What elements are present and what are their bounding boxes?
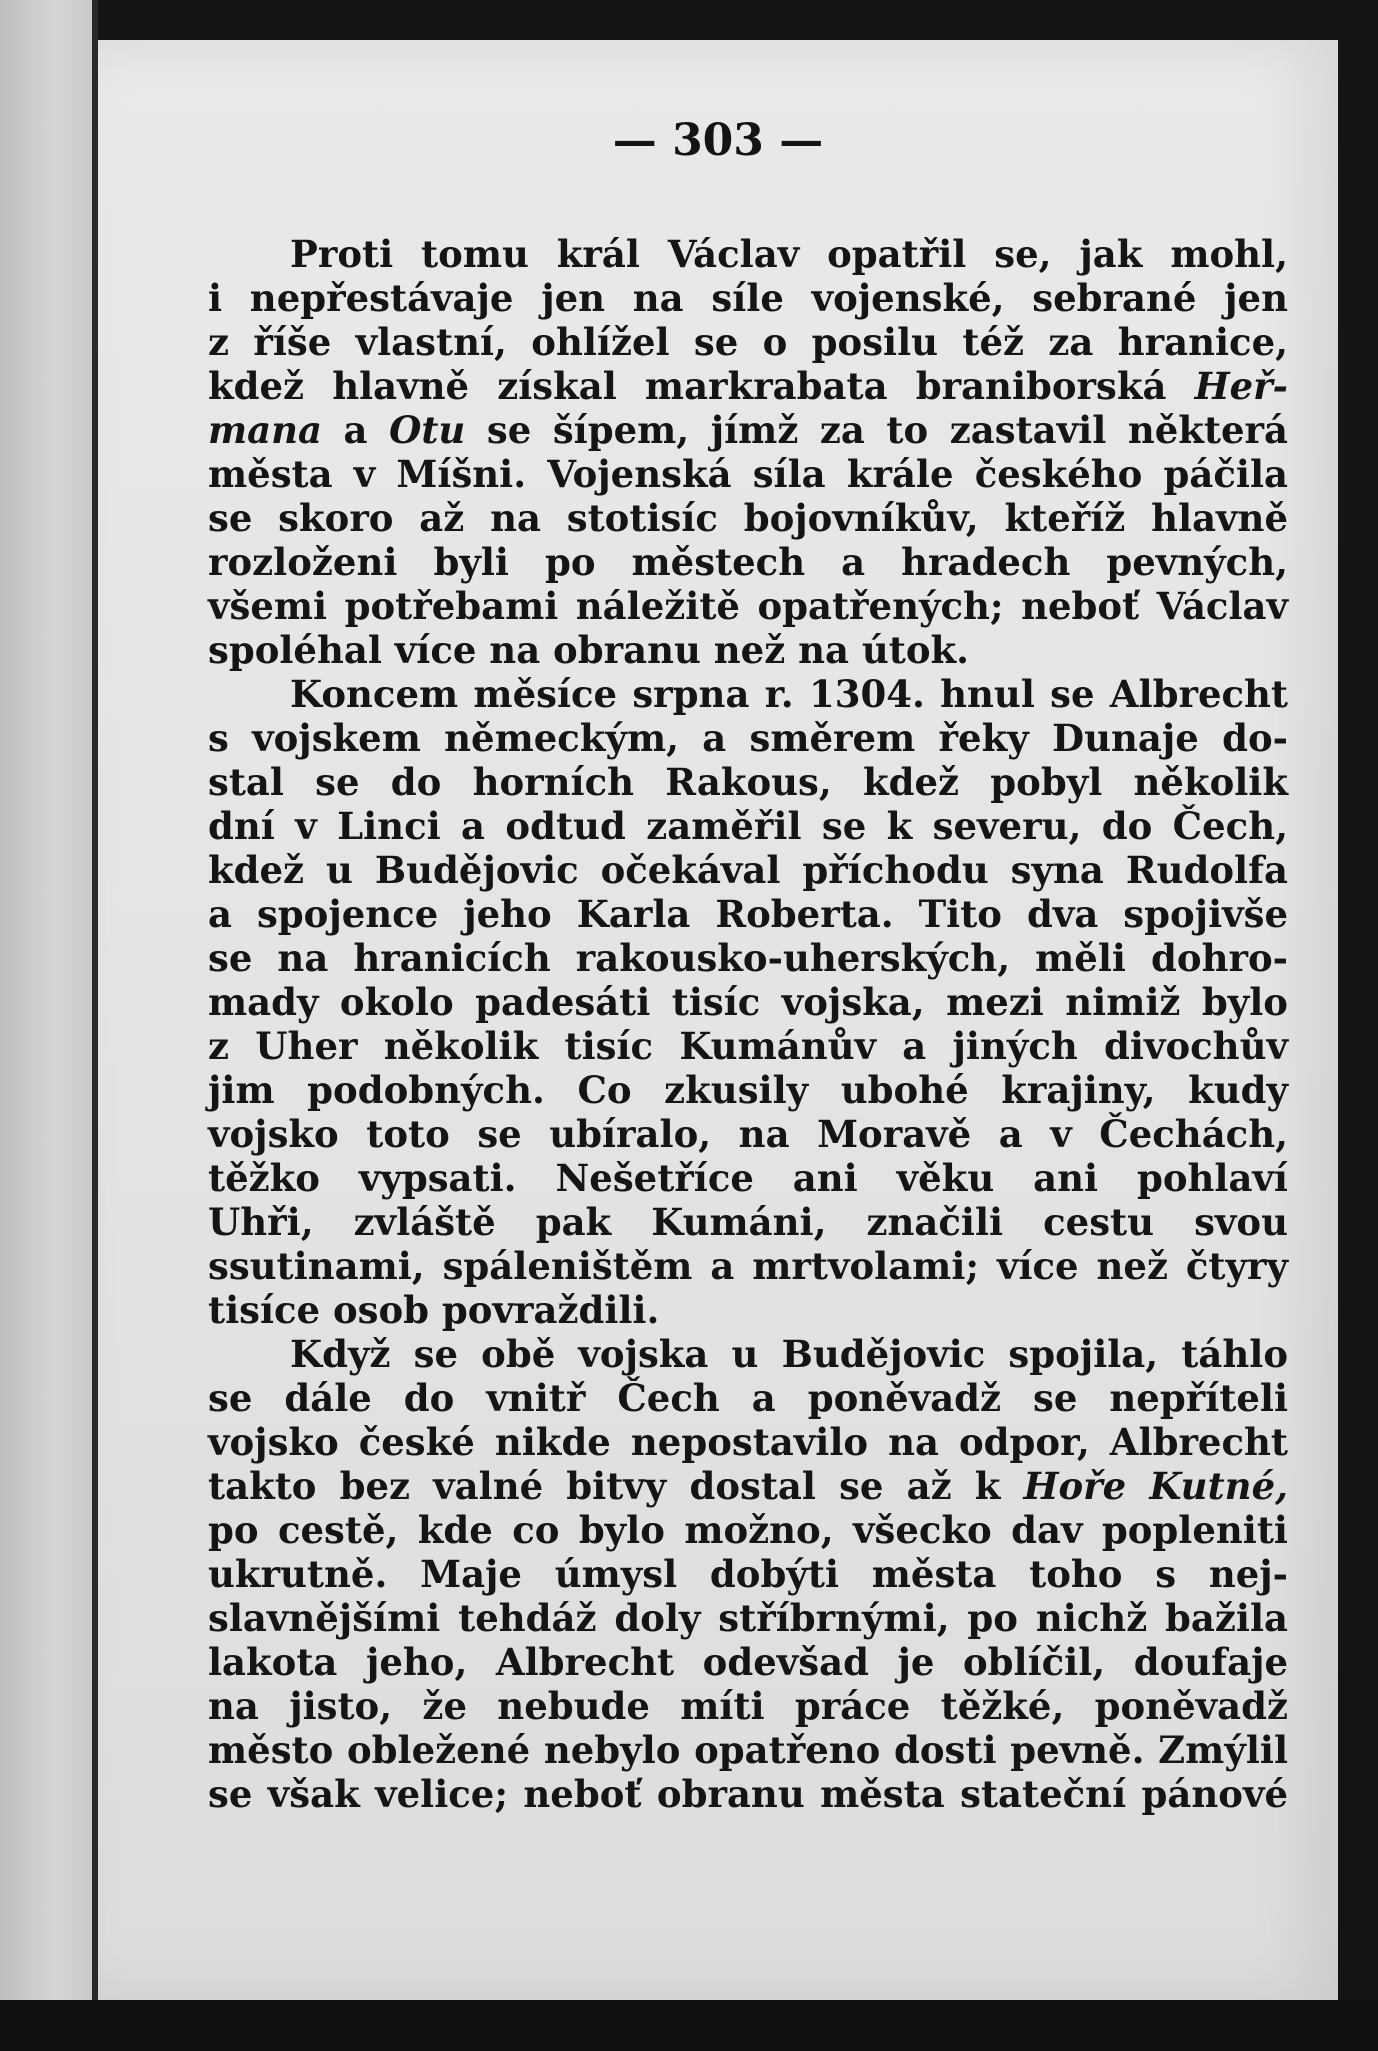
page-number: — 303 — <box>612 115 824 166</box>
text-line: vojsko toto se ubíralo, na Moravě a v Čechách, <box>208 1112 1288 1156</box>
text-line: ssutinami, spáleništěm a mrtvolami; více než čtyry <box>208 1244 1288 1288</box>
text-line: kdež u Budějovic očekával příchodu syna Rudolfa <box>208 848 1288 892</box>
text-line <box>208 364 1288 408</box>
text-line: s vojskem německým, a směrem řeky Dunaje do- <box>208 716 1288 760</box>
text-line: po cestě, kde co bylo možno, všecko dav popleniti <box>208 1508 1288 1552</box>
text-line: se na hranicích rakousko-uherských, měli dohro- <box>208 936 1288 980</box>
text-line: všemi potřebami náležitě opatřených; neboť Václav <box>208 584 1288 628</box>
text-line: lakota jeho, Albrecht odevšad je oblíčil, doufaje <box>208 1640 1288 1684</box>
adjacent-page-edge <box>0 0 92 2051</box>
text-line: i nepřestávaje jen na síle vojenské, sebrané jen <box>208 276 1288 320</box>
text-line: Koncem měsíce srpna r. 1304. hnul se Albrecht <box>290 672 1288 716</box>
text-line: město obležené nebylo opatřeno dosti pevně. Zmýlil <box>208 1728 1288 1772</box>
italic-text: Heř- <box>1194 364 1288 408</box>
text-line: města v Míšni. Vojenská síla krále českého páčila <box>208 452 1288 496</box>
italic-text: Otu <box>389 408 466 452</box>
text-line: z Uher několik tisíc Kumánův a jiných divochův <box>208 1024 1288 1068</box>
text-line: Proti tomu král Václav opatřil se, jak mohl, <box>290 232 1288 276</box>
italic-text: mana <box>208 408 322 452</box>
scan-border <box>0 2000 1378 2051</box>
text-line: se dále do vnitř Čech a poněvadž se nepříteli <box>208 1376 1288 1420</box>
text-line: stal se do horních Rakous, kdež pobyl několik <box>208 760 1288 804</box>
text-line: mady okolo padesáti tisíc vojska, mezi nimiž bylo <box>208 980 1288 1024</box>
text-line: se skoro až na stotisíc bojovníkův, kteříž hlavně <box>208 496 1288 540</box>
text-line: Když se obě vojska u Budějovic spojila, táhlo <box>290 1332 1288 1376</box>
book-page <box>98 40 1338 2000</box>
text-line: z říše vlastní, ohlížel se o posilu též za hranice, <box>208 320 1288 364</box>
text-line: vojsko české nikde nepostavilo na odpor, Albrecht <box>208 1420 1288 1464</box>
text-line: jim podobných. Co zkusily ubohé krajiny, kudy <box>208 1068 1288 1112</box>
text-line: ukrutně. Maje úmysl dobýti města toho s nej- <box>208 1552 1288 1596</box>
text-line: na jisto, že nebude míti práce těžké, poněvadž <box>208 1684 1288 1728</box>
text-line: a spojence jeho Karla Roberta. Tito dva spojivše <box>208 892 1288 936</box>
text-line: dní v Linci a odtud zaměřil se k severu, do Čech, <box>208 804 1288 848</box>
text-line: těžko vypsati. Nešetříce ani věku ani pohlaví <box>208 1156 1288 1200</box>
text-line: rozloženi byli po městech a hradech pevných, <box>208 540 1288 584</box>
text-segment: takto bez valné bitvy dostal se až k <box>208 1464 1024 1508</box>
text-line: se však velice; neboť obranu města stateční pánové <box>208 1772 1288 1816</box>
italic-text: Hoře Kutné, <box>1023 1464 1288 1508</box>
text-line: slavnějšími tehdáž doly stříbrnými, po nichž bažila <box>208 1596 1288 1640</box>
text-line: spoléhal více na obranu než na útok. <box>208 628 970 672</box>
text-segment: a <box>322 408 390 452</box>
text-line <box>208 408 1288 452</box>
text-segment: kdež hlavně získal markrabata braniborská <box>208 364 1195 408</box>
text-line: tisíce osob povraždili. <box>208 1288 660 1332</box>
text-line <box>208 1464 1288 1508</box>
text-line: Uhři, zvláště pak Kumáni, značili cestu svou <box>208 1200 1288 1244</box>
text-segment: se šípem, jímž za to zastavil některá <box>465 408 1288 452</box>
